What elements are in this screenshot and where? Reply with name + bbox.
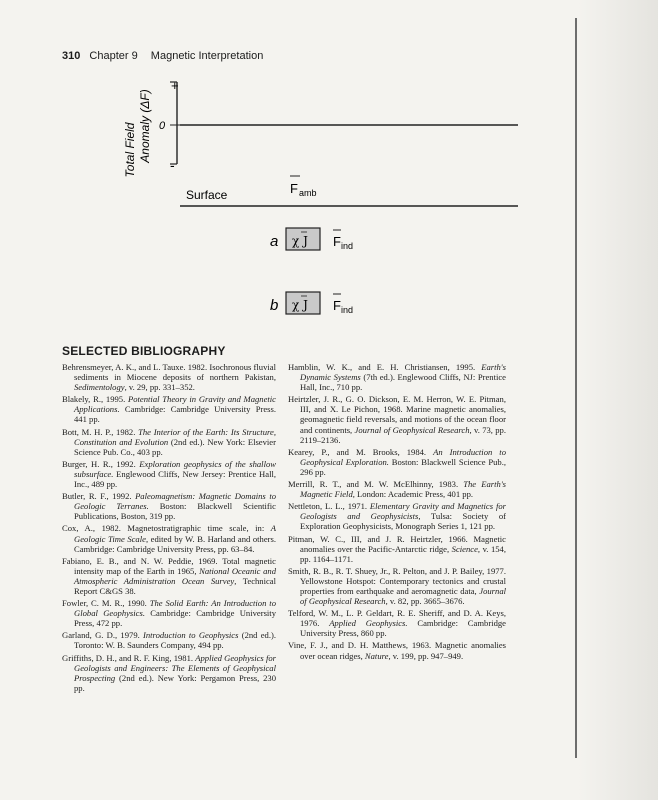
bibliography-entry — [62, 427, 276, 457]
entry-text-segment: , v. 154, pp. 1164–1171. — [300, 543, 506, 564]
entry-title-segment: National Oceanic and Atmospheric Administration Ocean Survey — [74, 565, 276, 586]
plus-tick-label: + — [171, 78, 179, 93]
bibliography-entry — [62, 491, 276, 521]
bibliography-entry — [288, 447, 506, 477]
minus-tick-label: - — [170, 157, 175, 173]
entry-text-segment: , v. 199, pp. 947–949. — [388, 650, 464, 661]
entry-text-segment: (2nd ed.). New York: Elsevier Science Pub. Co., 403 pp. — [74, 436, 276, 457]
bibliography-entry — [62, 653, 276, 693]
case-b-label: b — [270, 297, 279, 314]
entry-text-segment: Vine, F. J., and D. H. Matthews, 1963. Magnetic anomalies over ocean ridges, — [288, 640, 506, 661]
entry-title-segment: Applied Geophysics. — [329, 618, 408, 629]
entry-title-segment: Nature — [364, 650, 389, 661]
bibliography-entry — [288, 479, 506, 499]
entry-text-segment: Burger, H. R., 1992. — [62, 458, 140, 469]
chapter-title: Magnetic Interpretation — [150, 50, 264, 62]
entry-text-segment: Hamblin, W. K., and E. H. Christiansen, 1995. — [288, 362, 482, 372]
entry-title-segment: Journal of Geophysical Research — [300, 585, 506, 607]
bibliography-entry — [288, 640, 506, 660]
bibliography-entry — [62, 459, 276, 489]
bibliography-entry — [288, 501, 506, 531]
entry-text-segment: (7th ed.). Englewood Cliffs, NJ: Prentice Hall, Inc., 710 pp. — [300, 372, 506, 393]
entry-text-segment: Kearey, P., and M. Brooks, 1984. — [288, 446, 434, 457]
entry-text-segment: Fowler, C. M. R., 1990. — [62, 598, 150, 609]
entry-title-segment: Exploration geophysics of the shallow subsurface. — [74, 458, 276, 479]
entry-text-segment: , edited by W. B. Harland and others. Cambridge: Cambridge University Press, pp. 63–84. — [74, 533, 276, 554]
entry-text-segment: , v. 82, pp. 3665–3676. — [385, 596, 465, 607]
bibliography-entry — [62, 394, 276, 424]
entry-text-segment: Bott, M. H. P., 1982. — [62, 426, 139, 437]
entry-text-segment: Boston: Blackwell Science Pub., 296 pp. — [300, 456, 506, 477]
entry-text-segment: Heirtzler, J. R., G. O. Dickson, E. M. Herron, W. E. Pitman, III, and X. Le Pichon, 1968. Marine magnetic anomalies, geomagnetic field reversals, and motions of the ocean floor and continents, — [288, 394, 506, 435]
entry-text-segment: Griffiths, D. H., and R. F. King, 1981. — [62, 652, 196, 663]
bibliography-entry — [62, 598, 276, 628]
entry-title-segment: Potential Theory in Gravity and Magnetic Applications. — [74, 394, 276, 415]
entry-text-segment: Garland, G. D., 1979. — [62, 630, 144, 641]
bibliography-entry — [288, 394, 506, 444]
entry-text-segment: Cambridge: Cambridge University Press. 441 pp. — [74, 404, 276, 425]
entry-text-segment: Smith, R. B., R. T. Shuey, Jr., R. Pelton, and J. P. Bailey, 1977. Yellowstone Hotspot: Contemporary tectonics and crustal properties from earthquake and aeromagnetic data, — [288, 565, 506, 596]
entry-text-segment: Butler, R. F., 1992. — [62, 491, 136, 502]
y-axis-label-line1: Total Field — [123, 122, 137, 178]
entry-text-segment: , v. 73, pp. 2119–2136. — [300, 424, 507, 445]
bibliography-entry — [288, 608, 506, 638]
entry-text-segment: Nettleton, L. L., 1971. — [288, 501, 370, 512]
entry-text-segment: Pitman, W. C., III, and J. R. Heirtzler, 1966. Magnetic anomalies over the Pacific-Antarctic ridge, — [288, 533, 506, 554]
entry-text-segment: Blakely, R., 1995. — [62, 394, 128, 405]
entry-text-segment: Behrensmeyer, A. K., and L. Tauxe. 1982. Isochronous fluvial sediments in Miocene deposits of northern Pakistan, — [62, 362, 276, 383]
entry-text-segment: , v. 29, pp. 331–352. — [124, 382, 195, 393]
entry-title-segment: Applied Geophysics for Geologists and Engineers: The Elements of Geophysical Prospecting — [74, 652, 277, 683]
entry-text-segment: (2nd ed.). New York: Pergamon Press, 230 pp. — [74, 672, 276, 693]
zero-tick-label: 0 — [159, 120, 166, 132]
entry-text-segment: , Tulsa: Society of Exploration Geophysicists, Monograph Series 1, 121 pp. — [300, 511, 506, 532]
magnetic-anomaly-figure — [0, 0, 658, 340]
entry-title-segment: Earth's Dynamic Systems — [300, 362, 506, 383]
bibliography-right-column — [288, 362, 506, 663]
entry-title-segment: The Earth's Magnetic Field — [300, 479, 507, 500]
chapter-label: Chapter 9 — [89, 50, 138, 62]
entry-title-segment: Science — [451, 543, 478, 554]
entry-title-segment: The Interior of the Earth: Its Structure, Constitution and Evolution — [74, 426, 276, 447]
entry-text-segment: (2nd ed.). Toronto: W. B. Saunders Company, 494 pp. — [74, 630, 276, 651]
entry-text-segment: Cambridge: Cambridge University Press, 860 pp. — [300, 618, 506, 639]
case-a-label: a — [270, 233, 279, 250]
bibliography-entry — [62, 362, 276, 392]
bibliography-heading: SELECTED BIBLIOGRAPHY — [62, 344, 226, 358]
f-amb-subscript: amb — [299, 188, 317, 198]
bibliography-entry — [62, 556, 276, 596]
box-text-b: χ J — [292, 298, 308, 312]
f-ind-subscript-a: ind — [341, 241, 354, 251]
entry-text-segment: Merrill, R. T., and M. W. McElhinny, 1983. — [288, 479, 464, 490]
entry-text-segment: Cambridge: Cambridge University Press, 472 pp. — [74, 608, 276, 629]
bibliography-entry — [62, 523, 276, 553]
f-ind-label-b: F — [333, 298, 341, 313]
entry-title-segment: Paleomagnetism: Magnetic Domains to Geologic Terranes. — [74, 491, 277, 512]
bibliography-entry — [62, 630, 276, 650]
bibliography-left-column — [62, 362, 276, 695]
entry-text-segment: Englewood Cliffs, New Jersey: Prentice Hall, Inc., 489 pp. — [74, 468, 276, 490]
entry-text-segment: Telford, W. M., L. P. Geldart, R. E. Sheriff, and D. A. Keys, 1976. — [288, 608, 506, 629]
entry-title-segment: The Solid Earth: An Introduction to Global Geophysics. — [74, 598, 276, 619]
y-axis-label-line2: Anomaly (ΔF) — [138, 89, 152, 163]
entry-title-segment: Journal of Geophysical Research — [354, 424, 470, 435]
entry-text-segment: Fabiano, E. B., and N. W. Peddie, 1969. Total magnetic intensity map of the Earth in 1965, — [62, 555, 276, 576]
bibliography-entry — [288, 534, 506, 564]
bibliography-entry — [288, 566, 506, 606]
page-number: 310 — [62, 50, 81, 62]
bibliography-entry — [288, 362, 506, 392]
surface-label: Surface — [186, 188, 228, 202]
entry-title-segment: Elementary Gravity and Magnetics for Geologists and Geophysicists — [300, 501, 506, 522]
box-text-a: χ J — [292, 234, 308, 248]
entry-title-segment: An Introduction to Geophysical Exploration. — [300, 446, 506, 467]
entry-title-segment: A Geologic Time Scale — [74, 523, 276, 544]
entry-text-segment: , London: Academic Press, 401 pp. — [352, 489, 474, 500]
entry-text-segment: , Technical Report C&GS 38. — [74, 575, 277, 596]
f-ind-subscript-b: ind — [341, 305, 354, 315]
entry-text-segment: Cox, A., 1982. Magnetostratigraphic time scale, in: — [62, 523, 271, 534]
entry-title-segment: Sedimentology — [74, 382, 125, 393]
entry-title-segment: Introduction to Geophysics — [143, 630, 239, 641]
entry-text-segment: Boston: Blackwell Scientific Publications, Boston, 319 pp. — [74, 501, 276, 522]
f-amb-label: F — [290, 181, 298, 196]
f-ind-label-a: F — [333, 234, 341, 249]
